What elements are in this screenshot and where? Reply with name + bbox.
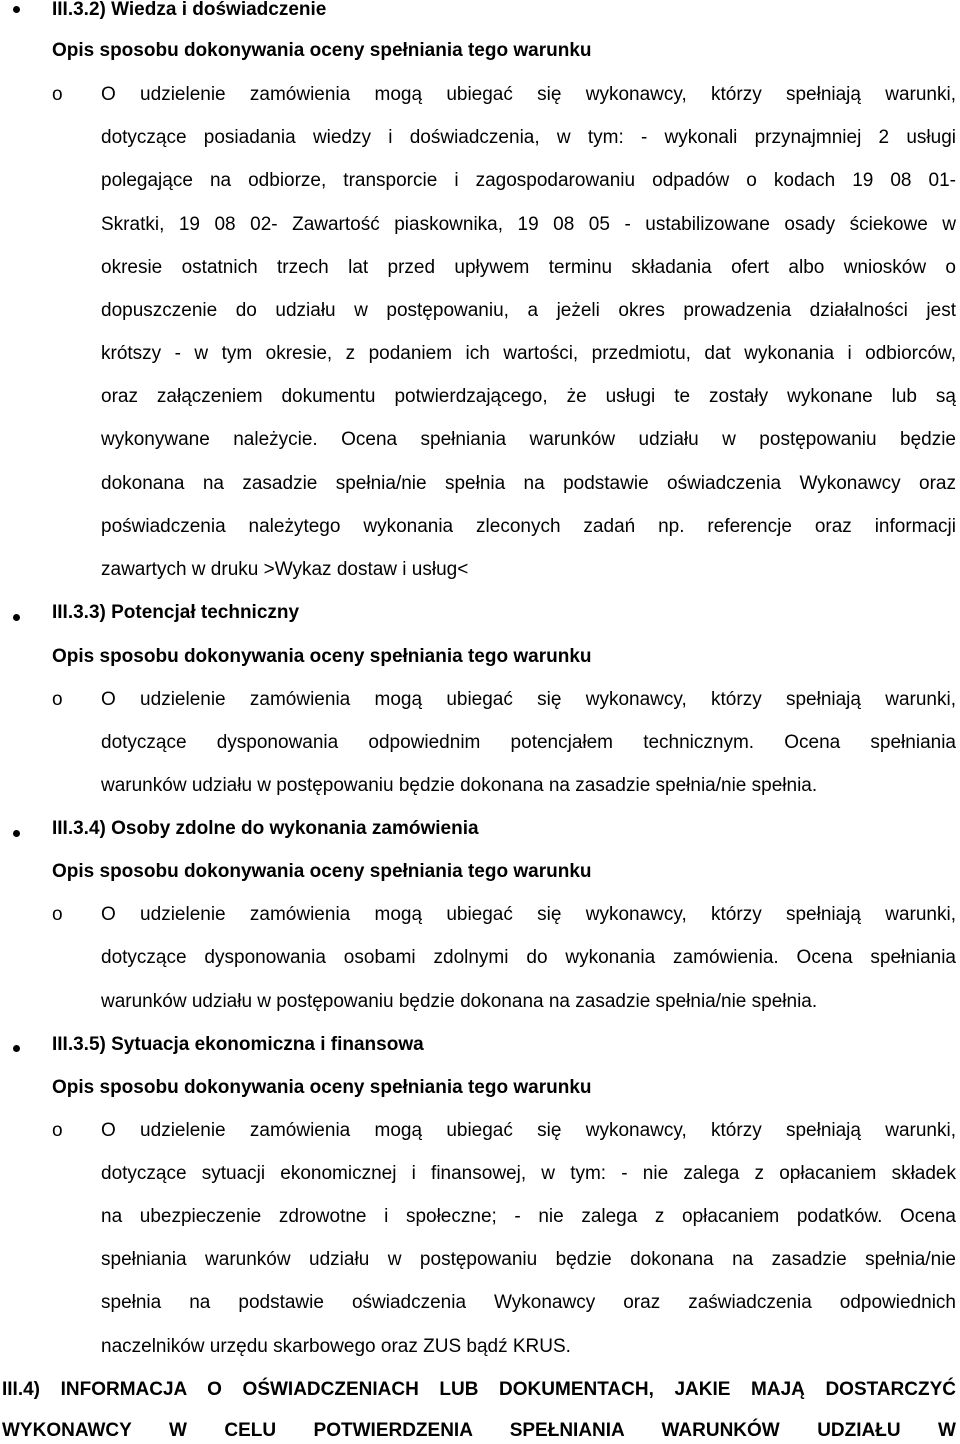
section-heading-main: III.4) INFORMACJA O OŚWIADCZENIACH LUB DOKUMENTACH, JAKIE MAJĄ DOSTARCZYĆ bbox=[2, 1379, 956, 1400]
paragraph-line: dotyczące posiadania wiedzy i doświadczenia, w tym: - wykonali przynajmniej 2 usługi bbox=[101, 127, 956, 148]
paragraph-line: O udzielenie zamówienia mogą ubiegać się wykonawcy, którzy spełniają warunki, bbox=[101, 84, 956, 105]
list-marker: o bbox=[52, 904, 63, 925]
list-marker: o bbox=[52, 1120, 63, 1141]
bullet-icon bbox=[13, 6, 20, 13]
paragraph-line: dotyczące dysponowania odpowiednim potencjałem technicznym. Ocena spełniania bbox=[101, 732, 956, 753]
paragraph-line: O udzielenie zamówienia mogą ubiegać się wykonawcy, którzy spełniają warunki, bbox=[101, 1120, 956, 1141]
paragraph-line: naczelników urzędu skarbowego oraz ZUS bądź KRUS. bbox=[101, 1336, 571, 1357]
bullet-icon bbox=[13, 614, 20, 621]
paragraph-line: krótszy - w tym okresie, z podaniem ich wartości, przedmiotu, dat wykonania i odbiorców, bbox=[101, 343, 956, 364]
section-subheading: Opis sposobu dokonywania oceny spełniania tego warunku bbox=[52, 646, 592, 667]
paragraph-line: warunków udziału w postępowaniu będzie dokonana na zasadzie spełnia/nie spełnia. bbox=[101, 991, 818, 1012]
section-heading: III.3.2) Wiedza i doświadczenie bbox=[52, 0, 327, 20]
paragraph-line: polegające na odbiorze, transporcie i zagospodarowaniu odpadów o kodach 19 08 01- bbox=[101, 170, 956, 191]
paragraph-line: dopuszczenie do udziału w postępowaniu, a jeżeli okres prowadzenia działalności jest bbox=[101, 300, 956, 321]
paragraph-line: spełnia na podstawie oświadczenia Wykonawcy oraz zaświadczenia odpowiednich bbox=[101, 1292, 956, 1313]
section-subheading: Opis sposobu dokonywania oceny spełniania tego warunku bbox=[52, 861, 592, 882]
paragraph-line: O udzielenie zamówienia mogą ubiegać się wykonawcy, którzy spełniają warunki, bbox=[101, 904, 956, 925]
paragraph-line: Skratki, 19 08 02- Zawartość piaskownika, 19 08 05 - ustabilizowane osady ściekowe w bbox=[101, 214, 956, 235]
paragraph-line: oraz załączeniem dokumentu potwierdzającego, że usługi te zostały wykonane lub są bbox=[101, 386, 956, 407]
paragraph-line: warunków udziału w postępowaniu będzie dokonana na zasadzie spełnia/nie spełnia. bbox=[101, 775, 818, 796]
paragraph-line: dotyczące dysponowania osobami zdolnymi do wykonania zamówienia. Ocena spełniania bbox=[101, 947, 956, 968]
bullet-icon bbox=[13, 1045, 20, 1052]
section-heading-main: WYKONAWCY W CELU POTWIERDZENIA SPEŁNIANIA WARUNKÓW UDZIAŁU W bbox=[2, 1420, 956, 1441]
list-marker: o bbox=[52, 84, 63, 105]
paragraph-line: okresie ostatnich trzech lat przed upływem terminu składania ofert albo wniosków o bbox=[101, 257, 956, 278]
paragraph-line: spełniania warunków udziału w postępowaniu będzie dokonana na zasadzie spełnia/nie bbox=[101, 1249, 956, 1270]
paragraph-line: poświadczenia należytego wykonania zleconych zadań np. referencje oraz informacji bbox=[101, 516, 956, 537]
section-heading: III.3.4) Osoby zdolne do wykonania zamówienia bbox=[52, 818, 479, 839]
section-subheading: Opis sposobu dokonywania oceny spełniania tego warunku bbox=[52, 40, 592, 61]
paragraph-line: dokonana na zasadzie spełnia/nie spełnia na podstawie oświadczenia Wykonawcy oraz bbox=[101, 473, 956, 494]
section-subheading: Opis sposobu dokonywania oceny spełniania tego warunku bbox=[52, 1077, 592, 1098]
paragraph-line: zawartych w druku >Wykaz dostaw i usług< bbox=[101, 559, 469, 580]
paragraph-line: na ubezpieczenie zdrowotne i społeczne; - nie zalega z opłacaniem podatków. Ocena bbox=[101, 1206, 956, 1227]
paragraph-line: wykonywane należycie. Ocena spełniania warunków udziału w postępowaniu będzie bbox=[101, 429, 956, 450]
paragraph-line: O udzielenie zamówienia mogą ubiegać się wykonawcy, którzy spełniają warunki, bbox=[101, 689, 956, 710]
section-heading: III.3.3) Potencjał techniczny bbox=[52, 602, 300, 623]
paragraph-line: dotyczące sytuacji ekonomicznej i finansowej, w tym: - nie zalega z opłacaniem składek bbox=[101, 1163, 956, 1184]
list-marker: o bbox=[52, 689, 63, 710]
bullet-icon bbox=[13, 830, 20, 837]
section-heading: III.3.5) Sytuacja ekonomiczna i finansowa bbox=[52, 1034, 424, 1055]
